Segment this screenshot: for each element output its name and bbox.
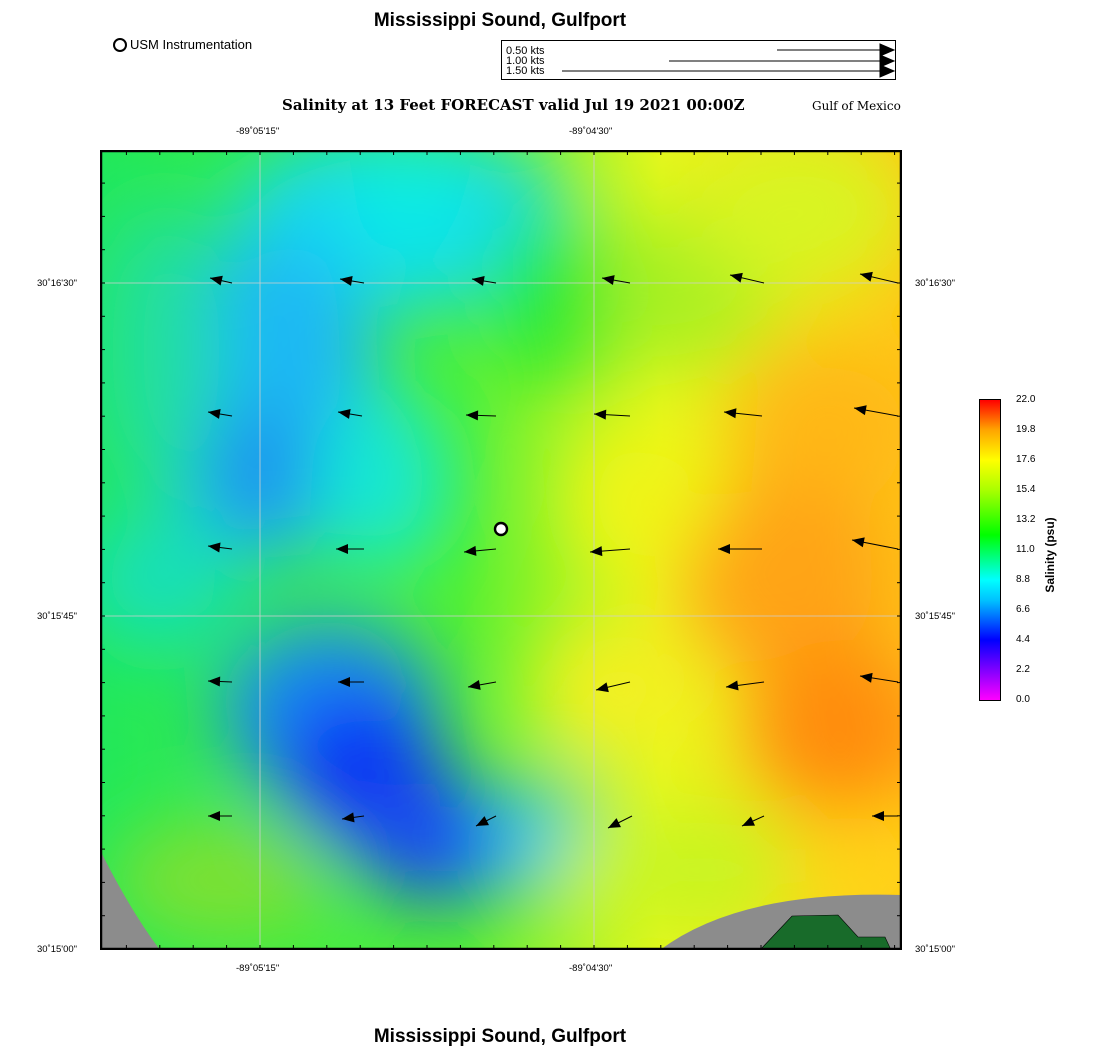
y-tick-label-right-1: 30˚15'45" (915, 611, 956, 622)
station-legend (113, 37, 252, 52)
colorbar-tick-label: 0.0 (1016, 694, 1030, 705)
region-label: Gulf of Mexico (812, 99, 901, 113)
scale-arrowhead-0 (880, 44, 894, 56)
y-tick-label-left-2: 30˚15'00" (37, 944, 78, 955)
scale-label-1: 1.00 kts (506, 55, 545, 67)
colorbar-tick-label: 6.6 (1016, 604, 1030, 615)
colorbar-tick-label: 17.6 (1016, 454, 1036, 465)
colorbar-title: Salinity (psu) (1043, 517, 1057, 593)
salinity-map (100, 150, 902, 950)
scale-arrows (502, 41, 895, 79)
y-tick-label-right-2: 30˚15'00" (915, 944, 956, 955)
open-circle-icon (113, 38, 127, 52)
salinity-colorbar (979, 399, 1001, 701)
colorbar-tick-label: 2.2 (1016, 664, 1030, 675)
y-tick-label-left-0: 30˚16'30" (37, 278, 78, 289)
map-subtitle: Salinity at 13 Feet FORECAST valid Jul 19 2021 00:00Z (282, 96, 745, 114)
colorbar-tick-label: 15.4 (1016, 484, 1036, 495)
station-legend-label: USM Instrumentation (130, 37, 253, 52)
scale-label-2: 1.50 kts (506, 65, 545, 77)
map-footer-title: Mississippi Sound, Gulfport (373, 1026, 627, 1047)
current-speed-scale (501, 40, 896, 80)
colorbar-tick-label: 8.8 (1016, 574, 1030, 585)
colorbar-tick-label: 11.0 (1016, 544, 1035, 555)
scale-arrowhead-1 (880, 55, 894, 67)
station-marker (495, 523, 507, 535)
x-tick-label-bottom-1: -89˚04'30" (569, 963, 613, 974)
colorbar-tick-label: 19.8 (1016, 424, 1036, 435)
scale-label-0: 0.50 kts (506, 45, 545, 57)
y-tick-label-right-0: 30˚16'30" (915, 278, 956, 289)
scale-arrowhead-2 (880, 65, 894, 77)
colorbar-tick-label: 4.4 (1016, 634, 1030, 645)
colorbar-tick-label: 22.0 (1016, 394, 1036, 405)
colorbar-tick-label: 13.2 (1016, 514, 1036, 525)
x-tick-label-bottom-0: -89˚05'15" (236, 963, 280, 974)
usm-station-marker (495, 523, 507, 535)
y-tick-label-left-1: 30˚15'45" (37, 611, 78, 622)
x-tick-label-top-1: -89˚04'30" (569, 126, 613, 137)
map-title: Mississippi Sound, Gulfport (373, 10, 627, 31)
x-tick-label-top-0: -89˚05'15" (236, 126, 280, 137)
